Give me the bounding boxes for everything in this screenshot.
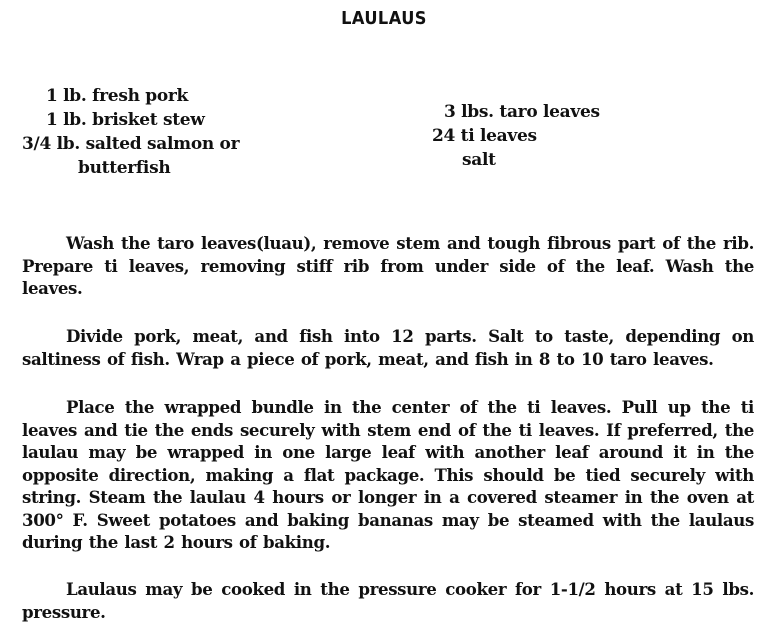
instruction-paragraph [22,578,754,623]
instruction-paragraph [22,325,754,370]
instruction-paragraph [22,396,754,554]
ingredient-item: 1 lb. fresh pork [46,86,189,106]
paragraph-text: Wash the taro leaves(luau), remove stem and tough fibrous part of the rib. Prepare ti leaves, removing stiff rib from under side of the leaf. Wash the leaves. [22,233,754,298]
ingredient-item: salt [462,150,496,170]
ingredient-item: 1 lb. brisket stew [46,110,205,130]
paragraph-text: Laulaus may be cooked in the pressure cooker for 1-1/2 hours at 15 lbs. pressure. [22,579,754,622]
recipe-title: LAULAUS [341,8,427,29]
ingredient-item: butterfish [78,158,171,178]
ingredient-item: 3 lbs. taro leaves [444,102,600,122]
ingredient-item: 24 ti leaves [432,126,537,146]
ingredient-item: 3/4 lb. salted salmon or [22,134,240,154]
paragraph-text: Divide pork, meat, and fish into 12 parts. Salt to taste, depending on saltiness of fish. Wrap a piece of pork, meat, and fish in 8 to 10 taro leaves. [22,326,754,369]
ingredients-right-column [432,100,600,172]
paragraph-text: Place the wrapped bundle in the center of the ti leaves. Pull up the ti leaves and tie the ends securely with stem end of the ti leaves. If preferred, the laulau may be wrapped in one large leaf with another leaf around it in the opposite direction, making a flat package. This should be tied securely with string. Steam the laulau 4 hours or longer in a covered steamer in the oven at 300° F. Sweet potatoes and baking bananas may be steamed with the laulaus during the last 2 hours of baking. [22,397,754,552]
instruction-paragraph [22,232,754,300]
ingredients-left-column [22,84,239,180]
